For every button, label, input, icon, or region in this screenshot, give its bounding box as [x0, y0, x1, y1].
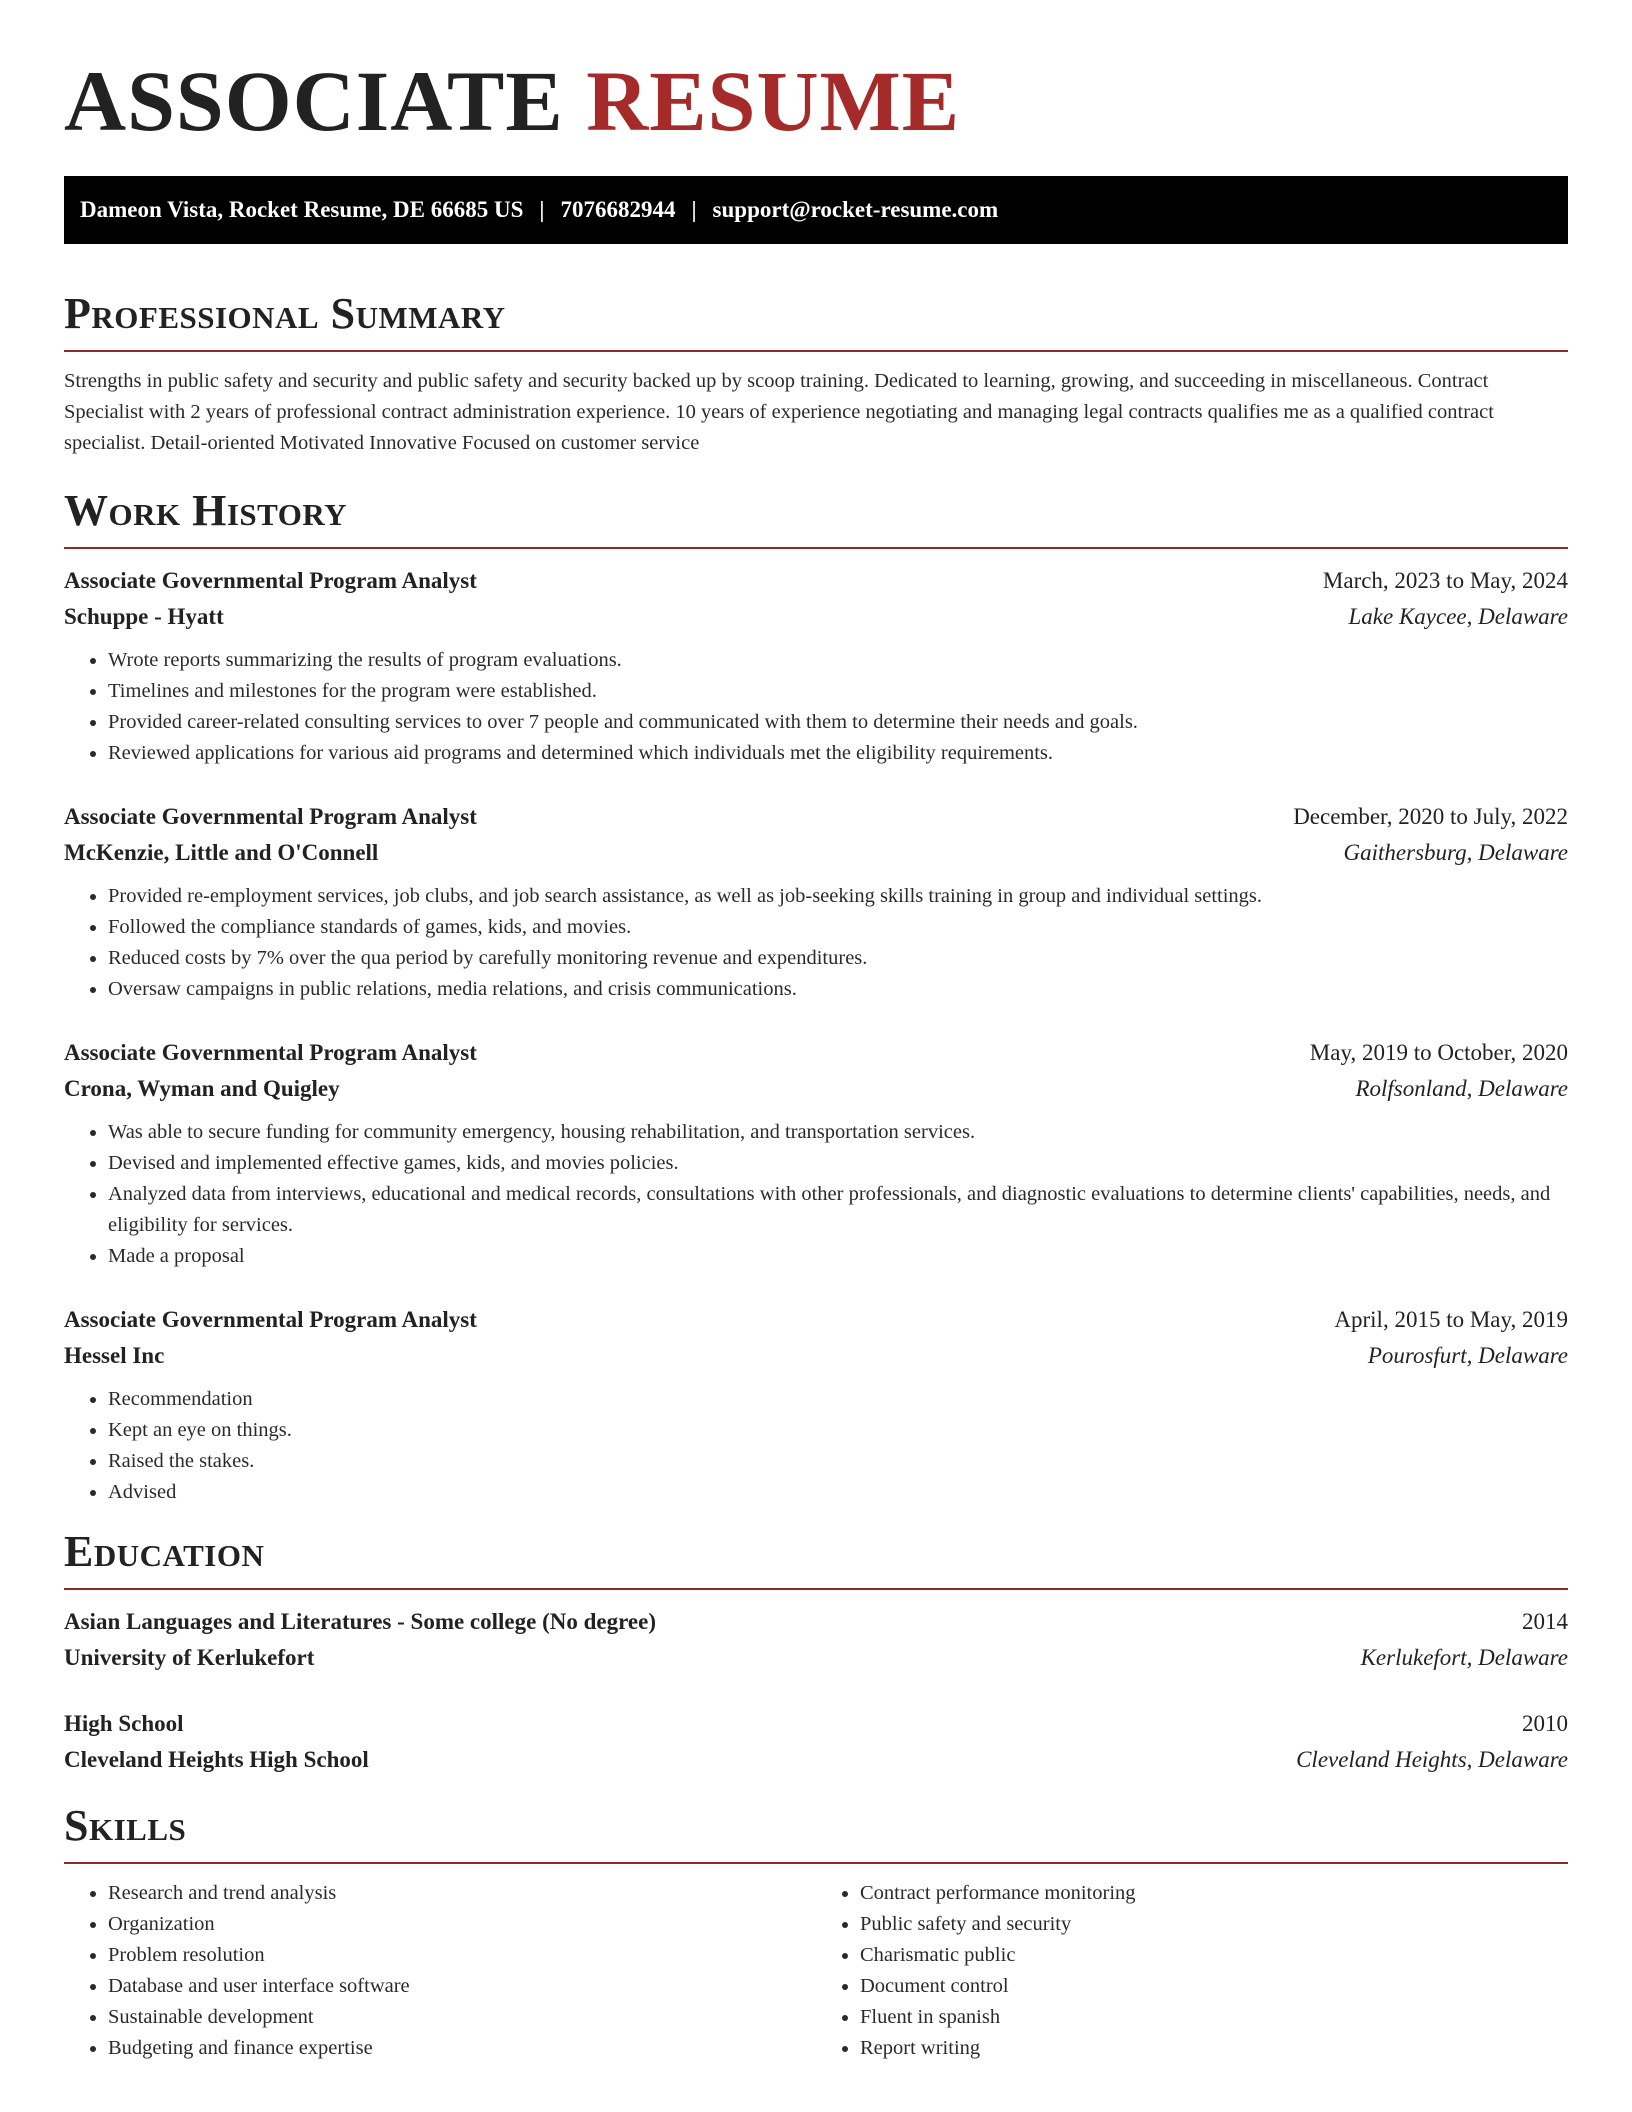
- job-entry: [64, 799, 1568, 1005]
- job-bullet: • Devised and implemented effective games, kids, and movies policies.: [108, 1148, 1568, 1179]
- job-entry: [64, 1035, 1568, 1272]
- skills-list-right: [816, 1878, 1568, 2064]
- skills-section: [64, 1800, 1568, 2064]
- section-divider: [64, 1588, 1568, 1590]
- skill-item: • Database and user interface software: [108, 1971, 816, 2002]
- contact-separator: |: [691, 197, 697, 222]
- section-divider: [64, 547, 1568, 549]
- title-part-1: ASSOCIATE: [64, 53, 564, 149]
- title-part-2: RESUME: [586, 53, 961, 149]
- job-bullet: • Reduced costs by 7% over the qua period by carefully monitoring revenue and expenditures.: [108, 943, 1568, 974]
- job-bullets: [64, 1117, 1568, 1272]
- work-history-section: [64, 485, 1568, 1508]
- education-school: Cleveland Heights High School: [64, 1747, 369, 1772]
- job-bullets: [64, 645, 1568, 769]
- job-bullet: • Provided career-related consulting services to over 7 people and communicated with them to determine their needs and goals.: [108, 707, 1568, 738]
- job-dates: May, 2019 to October, 2020: [1309, 1040, 1568, 1065]
- education-entry: [64, 1604, 1568, 1676]
- education-school: University of Kerlukefort: [64, 1645, 315, 1670]
- job-bullet: • Kept an eye on things.: [108, 1415, 1568, 1446]
- job-company: Crona, Wyman and Quigley: [64, 1076, 340, 1101]
- job-bullet: • Raised the stakes.: [108, 1446, 1568, 1477]
- job-bullets: [64, 1384, 1568, 1508]
- skill-item: • Document control: [860, 1971, 1568, 2002]
- section-heading-education: Education: [64, 1527, 265, 1576]
- skill-item: • Report writing: [860, 2033, 1568, 2064]
- section-divider: [64, 350, 1568, 352]
- section-divider: [64, 1862, 1568, 1864]
- job-entry: [64, 563, 1568, 769]
- job-entry: [64, 1302, 1568, 1508]
- job-bullet: • Provided re-employment services, job clubs, and job search assistance, as well as job-seeking skills training in group and individual settings.: [108, 881, 1568, 912]
- job-location: Rolfsonland, Delaware: [1355, 1076, 1568, 1101]
- job-bullet: • Was able to secure funding for community emergency, housing rehabilitation, and transportation services.: [108, 1117, 1568, 1148]
- skill-item: • Sustainable development: [108, 2002, 816, 2033]
- job-title: Associate Governmental Program Analyst: [64, 804, 477, 829]
- skill-item: • Budgeting and finance expertise: [108, 2033, 816, 2064]
- skill-item: • Public safety and security: [860, 1909, 1568, 1940]
- skill-item: • Fluent in spanish: [860, 2002, 1568, 2033]
- contact-bar: [64, 176, 1568, 244]
- job-bullet: • Recommendation: [108, 1384, 1568, 1415]
- skill-item: • Problem resolution: [108, 1940, 816, 1971]
- job-title: Associate Governmental Program Analyst: [64, 568, 477, 593]
- job-dates: March, 2023 to May, 2024: [1322, 568, 1568, 593]
- job-bullet: • Followed the compliance standards of games, kids, and movies.: [108, 912, 1568, 943]
- education-entry: [64, 1706, 1568, 1778]
- job-location: Pourosfurt, Delaware: [1367, 1343, 1568, 1368]
- education-year: 2010: [1522, 1711, 1568, 1736]
- skill-item: • Organization: [108, 1909, 816, 1940]
- job-bullet: • Made a proposal: [108, 1241, 1568, 1272]
- job-title: Associate Governmental Program Analyst: [64, 1040, 477, 1065]
- skill-item: • Charismatic public: [860, 1940, 1568, 1971]
- skill-item: • Research and trend analysis: [108, 1878, 816, 1909]
- section-heading-summary: Professional Summary: [64, 289, 506, 338]
- job-bullet: • Advised: [108, 1477, 1568, 1508]
- section-heading-skills: Skills: [64, 1801, 187, 1850]
- job-bullet: • Oversaw campaigns in public relations, media relations, and crisis communications.: [108, 974, 1568, 1005]
- job-location: Lake Kaycee, Delaware: [1348, 604, 1568, 629]
- job-bullets: [64, 881, 1568, 1005]
- job-dates: April, 2015 to May, 2019: [1334, 1307, 1568, 1332]
- education-location: Kerlukefort, Delaware: [1360, 1645, 1568, 1670]
- skill-item: • Contract performance monitoring: [860, 1878, 1568, 1909]
- skills-columns: [64, 1878, 1568, 2064]
- job-title: Associate Governmental Program Analyst: [64, 1307, 477, 1332]
- education-location: Cleveland Heights, Delaware: [1296, 1747, 1568, 1772]
- summary-section: [64, 288, 1568, 459]
- job-company: Hessel Inc: [64, 1343, 165, 1368]
- job-bullet: • Analyzed data from interviews, educational and medical records, consultations with other professionals, and diagnostic evaluations to determine clients' capabilities, needs, and eligibility for services.: [108, 1179, 1568, 1241]
- job-location: Gaithersburg, Delaware: [1343, 840, 1568, 865]
- education-section: [64, 1526, 1568, 1778]
- job-bullet: • Wrote reports summarizing the results of program evaluations.: [108, 645, 1568, 676]
- section-heading-work-history: Work History: [64, 486, 348, 535]
- contact-address: Dameon Vista, Rocket Resume, DE 66685 US: [80, 197, 524, 222]
- education-degree: High School: [64, 1711, 184, 1736]
- job-company: McKenzie, Little and O'Connell: [64, 840, 379, 865]
- resume-title: [64, 0, 1568, 176]
- education-year: 2014: [1522, 1609, 1568, 1634]
- education-degree: Asian Languages and Literatures - Some college (No degree): [64, 1609, 656, 1634]
- contact-phone: 7076682944: [560, 197, 676, 222]
- job-bullet: • Timelines and milestones for the program were established.: [108, 676, 1568, 707]
- skills-list-left: [64, 1878, 816, 2064]
- summary-text: Strengths in public safety and security and public safety and security backed up by scoop training. Dedicated to learning, growing, and succeeding in miscellaneous. Contract Specialist with 2 years of professional contract administration experience. 10 years of experience negotiating and managing legal contracts qualifies me as a qualified contract specialist. Detail-oriented Motivated Innovative Focused on customer service: [64, 370, 1494, 454]
- job-company: Schuppe - Hyatt: [64, 604, 224, 629]
- contact-separator: |: [539, 197, 545, 222]
- job-dates: December, 2020 to July, 2022: [1293, 804, 1568, 829]
- contact-email: support@rocket-resume.com: [712, 197, 999, 222]
- job-bullet: • Reviewed applications for various aid programs and determined which individuals met the eligibility requirements.: [108, 738, 1568, 769]
